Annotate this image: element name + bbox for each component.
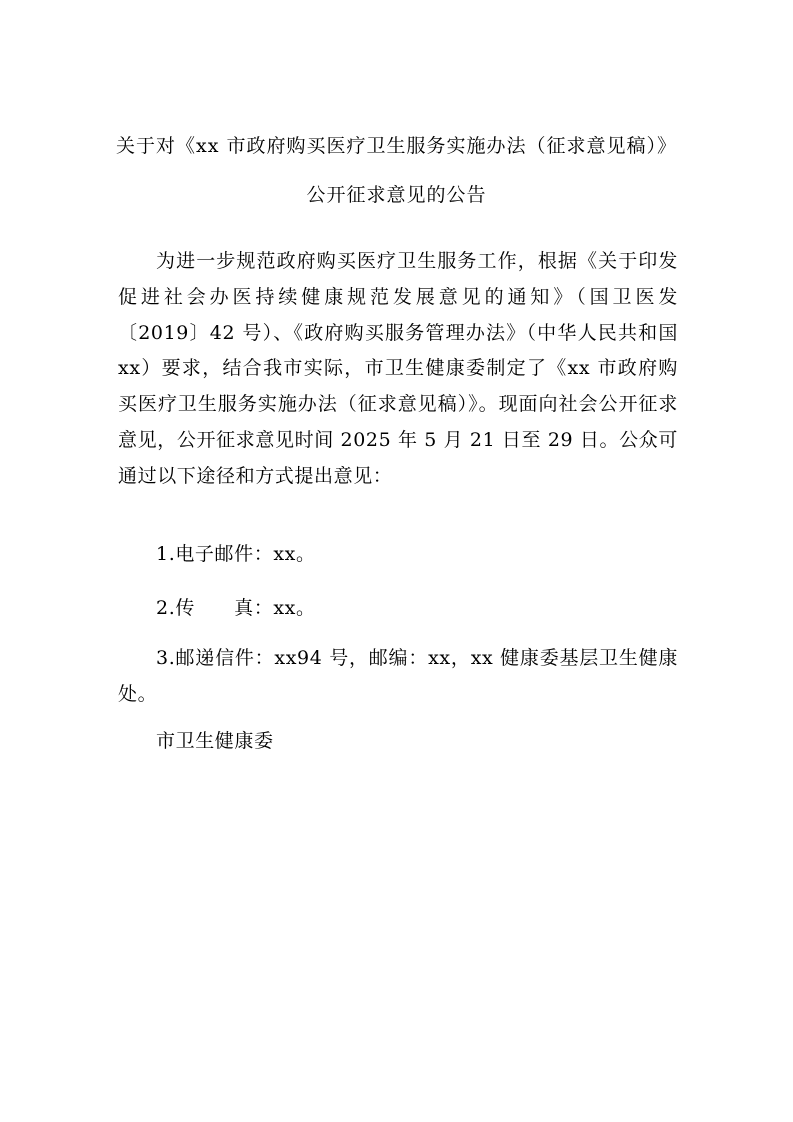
contact-fax: 2.传 真：xx。	[156, 597, 316, 619]
contact-email: 1.电子邮件：xx。	[156, 543, 316, 565]
document-title-line2: 公开征求意见的公告	[306, 184, 487, 206]
contact-mail: 3.邮递信件：xx94 号，邮编：xx，xx 健康委基层卫生健康处。	[118, 647, 678, 705]
document-title-line1: 关于对《xx 市政府购买医疗卫生服务实施办法（征求意见稿）》	[116, 135, 677, 157]
body-paragraph: 为进一步规范政府购买医疗卫生服务工作，根据《关于印发促进社会办医持续健康规范发展意见的通知》（国卫医发〔2019〕42 号）、《政府购买服务管理办法》（中华人民共和国 xx）要求，结合我市实际，市卫生健康委制定了《xx 市政府购买医疗卫生服务实施办法（征求意见稿）》。现面向社会公开征求意见，公开征求意见时间 2025 年 5 月 21 日至 29 日。公众可通过以下途径和方式提出意见：	[118, 250, 678, 487]
signature: 市卫生健康委	[156, 730, 274, 752]
